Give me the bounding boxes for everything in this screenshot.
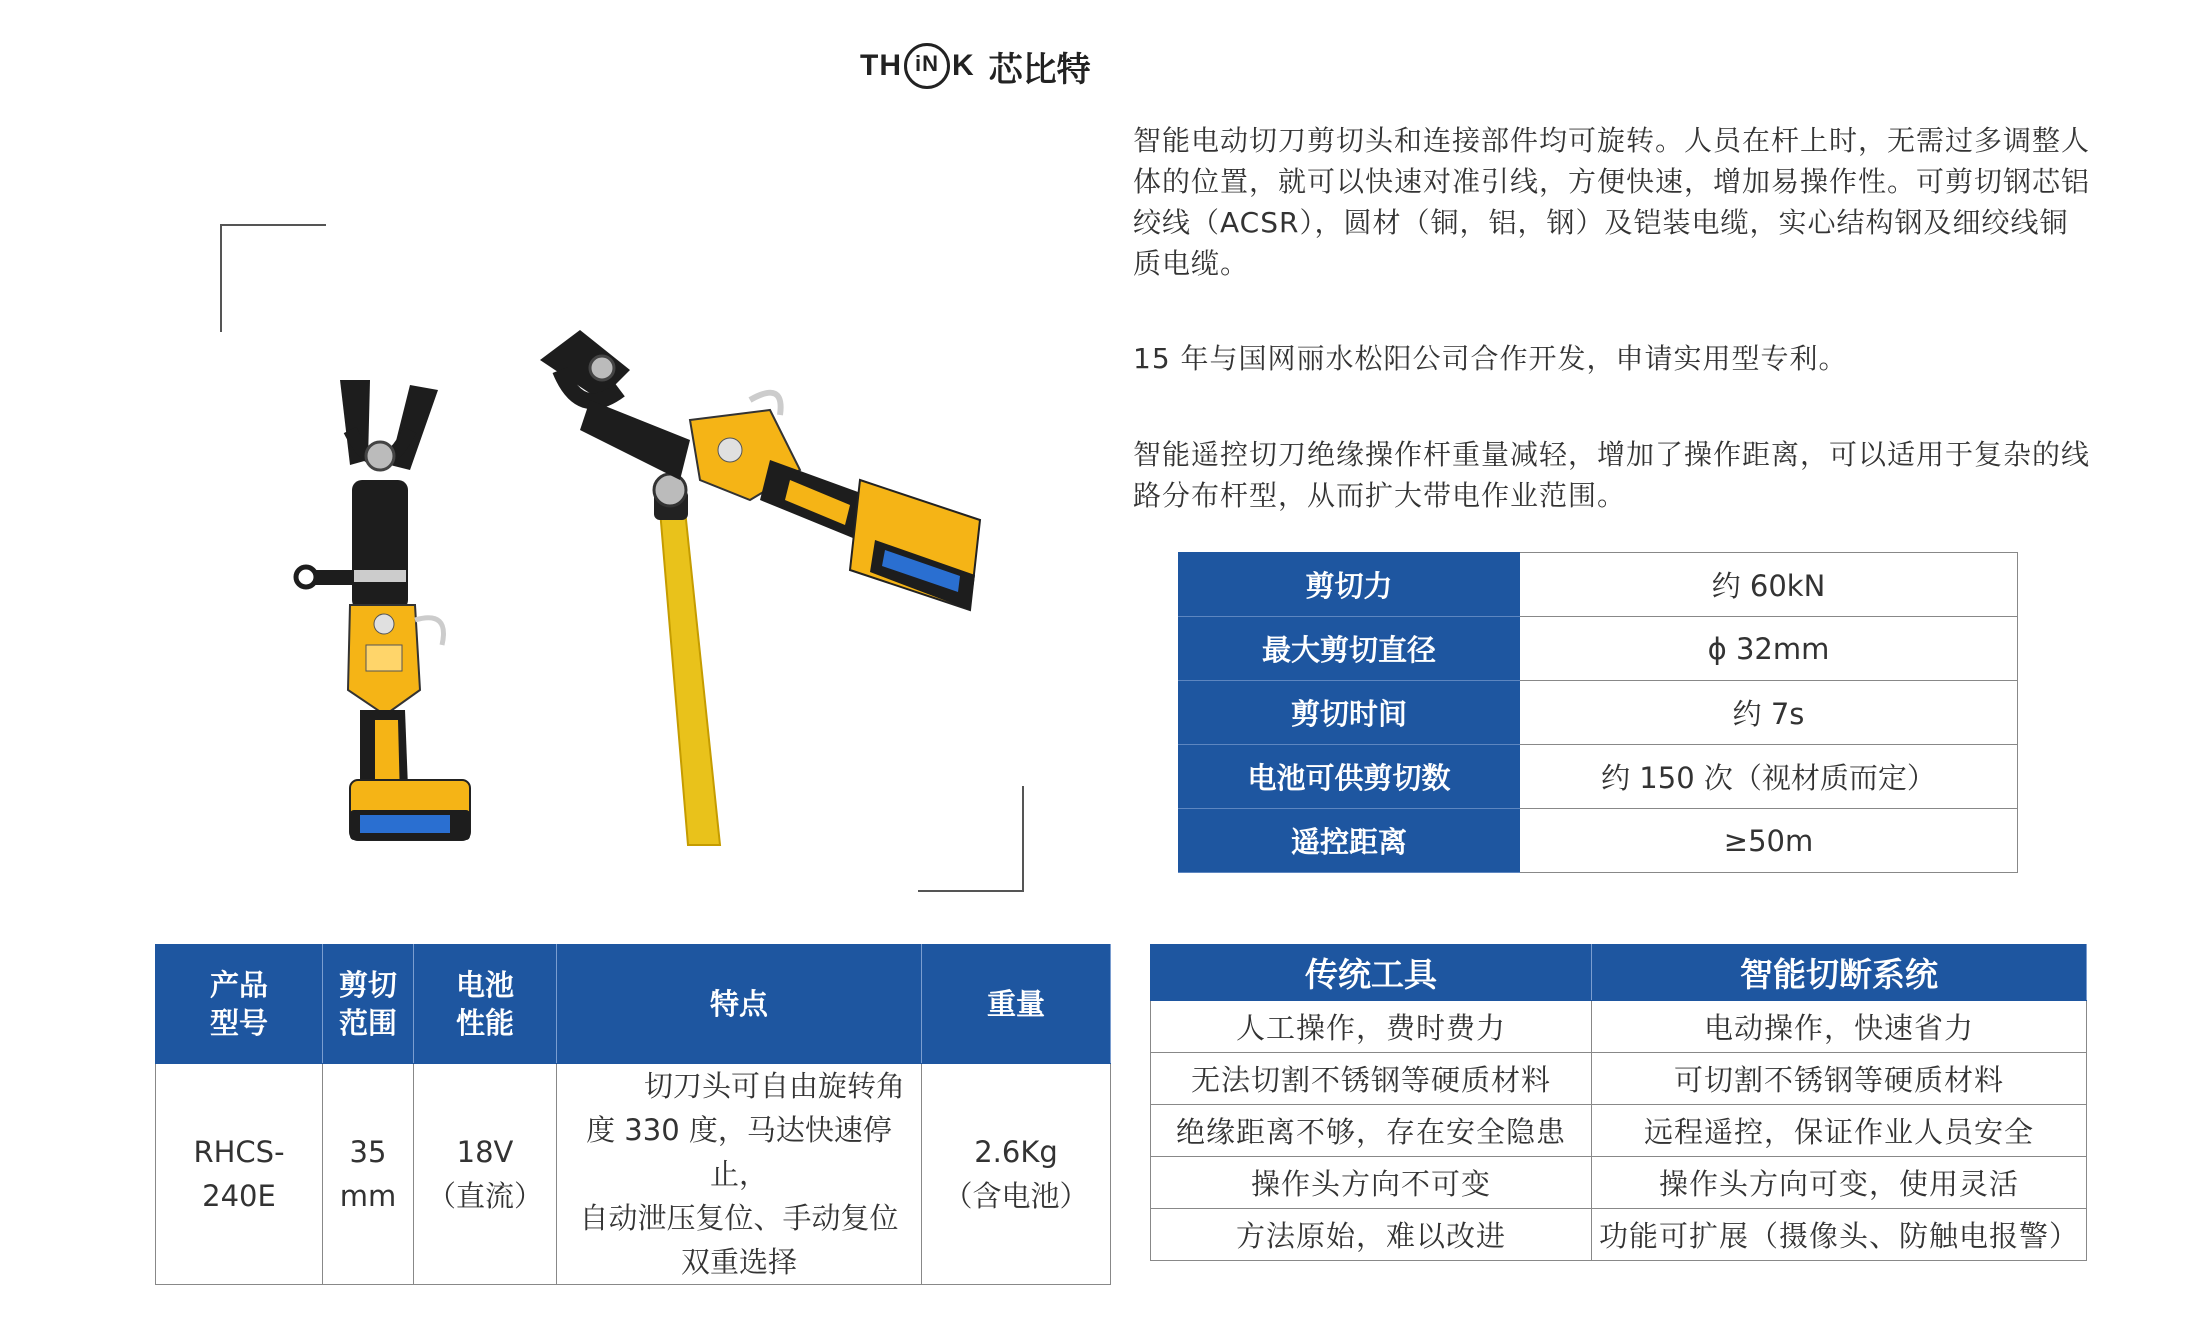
cell-model: RHCS-240E: [156, 1064, 323, 1285]
table-row: [1179, 553, 2018, 617]
table-row: [1179, 681, 2018, 745]
cell-smart: 可切割不锈钢等硬质材料: [1592, 1053, 2087, 1105]
table-row: [1151, 1209, 2087, 1261]
table-row: [1179, 745, 2018, 809]
table-row: [1179, 809, 2018, 873]
cell-line: 双重选择: [680, 1245, 797, 1279]
table-row: [1151, 1157, 2087, 1209]
cell-line: 切刀头可自由旋转角: [643, 1069, 905, 1103]
table-header-row: [1151, 945, 2087, 1001]
cell-smart: 操作头方向可变，使用灵活: [1592, 1157, 2087, 1209]
description-paragraph-1: 智能电动切刀剪切头和连接部件均可旋转。人员在杆上时，无需过多调整人体的位置，就可以快速对准引线，方便快速，增加易操作性。可剪切钢芯铝绞线（ACSR），圆材（铜，铝，钢）及铠装电缆，实心结构钢及细绞线铜质电缆。: [1133, 124, 2091, 280]
cell-smart: 电动操作，快速省力: [1592, 1001, 2087, 1053]
pole-cutter-image: [520, 310, 1000, 850]
logo-ring-icon: iN: [904, 43, 950, 89]
cell-traditional: 操作头方向不可变: [1151, 1157, 1592, 1209]
cell-traditional: 无法切割不锈钢等硬质材料: [1151, 1053, 1592, 1105]
table-row: [1179, 617, 2018, 681]
brand-header: [860, 38, 1091, 94]
cell-smart: 远程遥控，保证作业人员安全: [1592, 1105, 2087, 1157]
corner-mark-top-left: [220, 224, 326, 332]
cell-traditional: 绝缘距离不够，存在安全隐患: [1151, 1105, 1592, 1157]
table-header-row: [156, 945, 1111, 1064]
header-line: 电池: [455, 968, 514, 1002]
cell-line: 35: [349, 1135, 387, 1169]
header-line: 剪切: [338, 968, 397, 1002]
header-battery: [414, 945, 557, 1064]
cell-traditional: 人工操作，费时费力: [1151, 1001, 1592, 1053]
spec-label: 遥控距离: [1179, 809, 1520, 873]
cell-line: 自动泄压复位、手动复位: [579, 1201, 899, 1235]
description-paragraph-2: 15 年与国网丽水松阳公司合作开发，申请实用型专利。: [1133, 342, 1848, 375]
spec-label: 最大剪切直径: [1179, 617, 1520, 681]
comparison-table: [1150, 944, 2087, 1261]
header-features: 特点: [557, 945, 922, 1064]
cell-line: 度 330 度，马达快速停止，: [586, 1113, 892, 1191]
spec-label: 剪切时间: [1179, 681, 1520, 745]
cell-range: [323, 1064, 414, 1285]
table-row: [1151, 1105, 2087, 1157]
table-row: [1151, 1053, 2087, 1105]
spec-table: [1178, 552, 2018, 873]
header-weight: 重量: [922, 945, 1111, 1064]
table-row: [1151, 1001, 2087, 1053]
header-range: [323, 945, 414, 1064]
header-line: 范围: [338, 1006, 397, 1040]
cell-line: mm: [339, 1179, 397, 1213]
header-line: 性能: [455, 1006, 514, 1040]
header-line: 产品: [209, 968, 268, 1002]
product-table: [155, 944, 1111, 1285]
description-paragraph-3: 智能遥控切刀绝缘操作杆重量减轻，增加了操作距离，可以适用于复杂的线路分布杆型，从而扩大带电作业范围。: [1133, 438, 2091, 512]
spec-value: ϕ 32mm: [1520, 617, 2018, 681]
spec-value: ≥50m: [1520, 809, 2018, 873]
header-traditional: 传统工具: [1151, 945, 1592, 1001]
spec-value: 约 60kN: [1520, 553, 2018, 617]
cell-line: 18V: [456, 1135, 514, 1169]
cell-line: （直流）: [426, 1179, 543, 1213]
table-row: [156, 1064, 1111, 1285]
cell-weight: [922, 1064, 1111, 1285]
cell-smart: 功能可扩展（摄像头、防触电报警）: [1592, 1209, 2087, 1261]
spec-label: 剪切力: [1179, 553, 1520, 617]
cutter-tool-image: [280, 370, 480, 850]
cell-line: （含电池）: [943, 1179, 1089, 1213]
cell-features: [557, 1064, 922, 1285]
header-model: [156, 945, 323, 1064]
cell-line: 2.6Kg: [974, 1135, 1058, 1169]
think-logo: TH iN K: [860, 43, 975, 89]
cell-traditional: 方法原始，难以改进: [1151, 1209, 1592, 1261]
spec-value: 约 7s: [1520, 681, 2018, 745]
spec-value: 约 150 次（视材质而定）: [1520, 745, 2018, 809]
spec-label: 电池可供剪切数: [1179, 745, 1520, 809]
cell-battery: [414, 1064, 557, 1285]
header-smart: 智能切断系统: [1592, 945, 2087, 1001]
brand-name: 芯比特: [988, 49, 1091, 90]
header-line: 型号: [209, 1006, 268, 1040]
